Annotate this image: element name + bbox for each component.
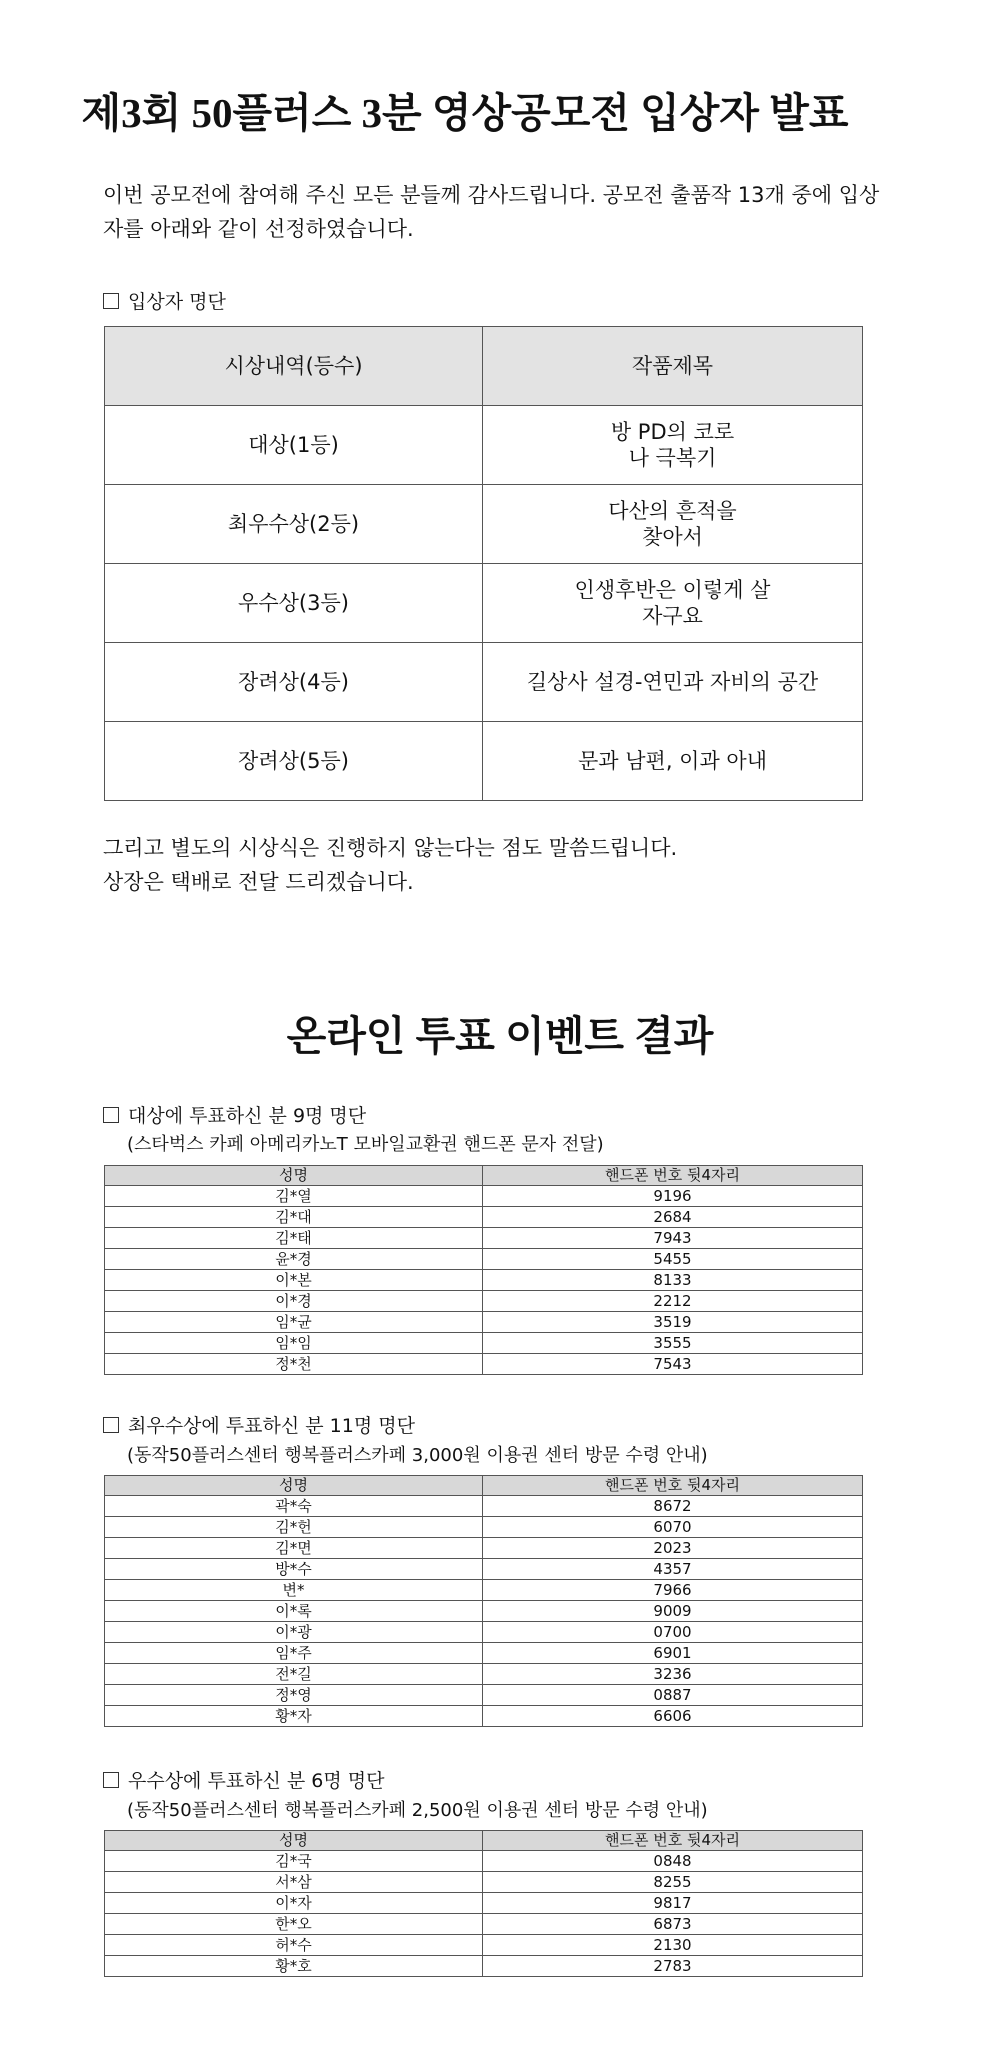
- table-row: [105, 1207, 863, 1228]
- vote-table-excellence-prize: [104, 1475, 863, 1727]
- name-cell: 김*면: [105, 1538, 483, 1559]
- vote-group-label-text: 대상에 투표하신 분 9명 명단: [128, 1105, 367, 1127]
- vote-group-label-text: 최우수상에 투표하신 분 11명 명단: [128, 1415, 415, 1437]
- phone-cell: 2212: [483, 1291, 863, 1312]
- vote-group-note: (동작50플러스센터 행복플러스카페 2,500원 이용권 센터 방문 수령 안내): [127, 1800, 708, 1821]
- checkbox-square-icon: [103, 1417, 119, 1433]
- winners-label-text: 입상자 명단: [128, 291, 226, 313]
- table-row: [105, 406, 863, 485]
- phone-cell: 0700: [483, 1622, 863, 1643]
- name-cell: 변*: [105, 1580, 483, 1601]
- winners-section-label: [103, 287, 226, 314]
- outro-line: 그리고 별도의 시상식은 진행하지 않는다는 점도 말씀드립니다.: [103, 836, 678, 860]
- checkbox-square-icon: [103, 293, 119, 309]
- phone-cell: 6070: [483, 1517, 863, 1538]
- table-row: [105, 1851, 863, 1872]
- name-cell: 한*오: [105, 1914, 483, 1935]
- table-row: [105, 1312, 863, 1333]
- phone-cell: 8672: [483, 1496, 863, 1517]
- vote-group-label: [103, 1766, 385, 1793]
- table-row: [105, 1228, 863, 1249]
- header-name: 성명: [105, 1166, 483, 1186]
- work-title-cell: 인생후반은 이렇게 살자구요: [483, 564, 863, 643]
- award-cell: 최우수상(2등): [105, 485, 483, 564]
- award-cell: 장려상(5등): [105, 722, 483, 801]
- header-work-title: 작품제목: [483, 327, 863, 406]
- table-row: [105, 1186, 863, 1207]
- vote-event-title: 온라인 투표 이벤트 결과: [286, 1013, 714, 1059]
- work-title-cell: 길상사 설경-연민과 자비의 공간: [483, 643, 863, 722]
- table-row: [105, 1270, 863, 1291]
- name-cell: 전*길: [105, 1664, 483, 1685]
- phone-cell: 7966: [483, 1580, 863, 1601]
- table-row: [105, 1914, 863, 1935]
- phone-cell: 5455: [483, 1249, 863, 1270]
- name-cell: 이*자: [105, 1893, 483, 1914]
- name-cell: 이*록: [105, 1601, 483, 1622]
- work-title-cell: 다산의 흔적을 찾아서: [483, 485, 863, 564]
- phone-cell: 9817: [483, 1893, 863, 1914]
- name-cell: 이*광: [105, 1622, 483, 1643]
- winners-table: [104, 326, 863, 801]
- name-cell: 김*열: [105, 1186, 483, 1207]
- table-row: [105, 1559, 863, 1580]
- award-cell: 대상(1등): [105, 406, 483, 485]
- vote-group-note: (스타벅스 카페 아메리카노T 모바일교환권 핸드폰 문자 전달): [127, 1134, 604, 1155]
- name-cell: 방*수: [105, 1559, 483, 1580]
- name-cell: 이*본: [105, 1270, 483, 1291]
- work-title-cell: 문과 남편, 이과 아내: [483, 722, 863, 801]
- phone-cell: 9196: [483, 1186, 863, 1207]
- header-phone: 핸드폰 번호 뒷4자리: [483, 1166, 863, 1186]
- award-cell: 장려상(4등): [105, 643, 483, 722]
- header-name: 성명: [105, 1476, 483, 1496]
- table-row: [105, 1872, 863, 1893]
- phone-cell: 2023: [483, 1538, 863, 1559]
- table-row: [105, 722, 863, 801]
- name-cell: 임*주: [105, 1643, 483, 1664]
- phone-cell: 3555: [483, 1333, 863, 1354]
- phone-cell: 2783: [483, 1956, 863, 1977]
- table-row: [105, 1706, 863, 1727]
- table-row: [105, 1496, 863, 1517]
- table-row: [105, 564, 863, 643]
- phone-cell: 7943: [483, 1228, 863, 1249]
- work-title-cell: 방 PD의 코로나 극복기: [483, 406, 863, 485]
- table-row: [105, 1354, 863, 1375]
- header-name: 성명: [105, 1831, 483, 1851]
- name-cell: 임*임: [105, 1333, 483, 1354]
- table-row: [105, 1517, 863, 1538]
- checkbox-square-icon: [103, 1772, 119, 1788]
- phone-cell: 2130: [483, 1935, 863, 1956]
- table-header-row: [105, 1476, 863, 1496]
- outro-paragraph: [103, 831, 883, 899]
- table-header-row: [105, 1166, 863, 1186]
- name-cell: 곽*숙: [105, 1496, 483, 1517]
- table-row: [105, 1538, 863, 1559]
- name-cell: 임*균: [105, 1312, 483, 1333]
- name-cell: 김*헌: [105, 1517, 483, 1538]
- name-cell: 이*경: [105, 1291, 483, 1312]
- vote-group-label-text: 우수상에 투표하신 분 6명 명단: [128, 1770, 385, 1792]
- phone-cell: 9009: [483, 1601, 863, 1622]
- checkbox-square-icon: [103, 1107, 119, 1123]
- table-row: [105, 1249, 863, 1270]
- table-row: [105, 1580, 863, 1601]
- name-cell: 황*자: [105, 1706, 483, 1727]
- table-header-row: [105, 327, 863, 406]
- table-row: [105, 1291, 863, 1312]
- name-cell: 윤*경: [105, 1249, 483, 1270]
- name-cell: 김*국: [105, 1851, 483, 1872]
- phone-cell: 2684: [483, 1207, 863, 1228]
- phone-cell: 3236: [483, 1664, 863, 1685]
- table-row: [105, 485, 863, 564]
- vote-group-label: [103, 1101, 366, 1128]
- table-row: [105, 1685, 863, 1706]
- phone-cell: 6606: [483, 1706, 863, 1727]
- phone-cell: 4357: [483, 1559, 863, 1580]
- name-cell: 김*대: [105, 1207, 483, 1228]
- vote-table-grand-prize: [104, 1165, 863, 1375]
- header-phone: 핸드폰 번호 뒷4자리: [483, 1476, 863, 1496]
- name-cell: 허*수: [105, 1935, 483, 1956]
- header-phone: 핸드폰 번호 뒷4자리: [483, 1831, 863, 1851]
- phone-cell: 7543: [483, 1354, 863, 1375]
- table-row: [105, 1935, 863, 1956]
- table-row: [105, 1664, 863, 1685]
- phone-cell: 0848: [483, 1851, 863, 1872]
- table-row: [105, 1622, 863, 1643]
- phone-cell: 8133: [483, 1270, 863, 1291]
- phone-cell: 6873: [483, 1914, 863, 1935]
- name-cell: 서*삼: [105, 1872, 483, 1893]
- award-cell: 우수상(3등): [105, 564, 483, 643]
- table-row: [105, 1893, 863, 1914]
- vote-group-label: [103, 1411, 415, 1438]
- name-cell: 황*호: [105, 1956, 483, 1977]
- table-row: [105, 1643, 863, 1664]
- table-header-row: [105, 1831, 863, 1851]
- intro-paragraph: 이번 공모전에 참여해 주신 모든 분들께 감사드립니다. 공모전 출품작 13개 중에 입상자를 아래와 같이 선정하였습니다.: [103, 183, 880, 241]
- table-row: [105, 1601, 863, 1622]
- vote-group-note: (동작50플러스센터 행복플러스카페 3,000원 이용권 센터 방문 수령 안내): [127, 1445, 708, 1466]
- name-cell: 김*태: [105, 1228, 483, 1249]
- phone-cell: 0887: [483, 1685, 863, 1706]
- table-row: [105, 1956, 863, 1977]
- page-title: 제3회 50플러스 3분 영상공모전 입상자 발표: [81, 90, 849, 136]
- name-cell: 정*천: [105, 1354, 483, 1375]
- vote-table-merit-prize: [104, 1830, 863, 1977]
- table-row: [105, 1333, 863, 1354]
- header-award: 시상내역(등수): [105, 327, 483, 406]
- outro-line: 상장은 택배로 전달 드리겠습니다.: [103, 870, 414, 894]
- table-row: [105, 643, 863, 722]
- phone-cell: 8255: [483, 1872, 863, 1893]
- name-cell: 정*영: [105, 1685, 483, 1706]
- phone-cell: 3519: [483, 1312, 863, 1333]
- phone-cell: 6901: [483, 1643, 863, 1664]
